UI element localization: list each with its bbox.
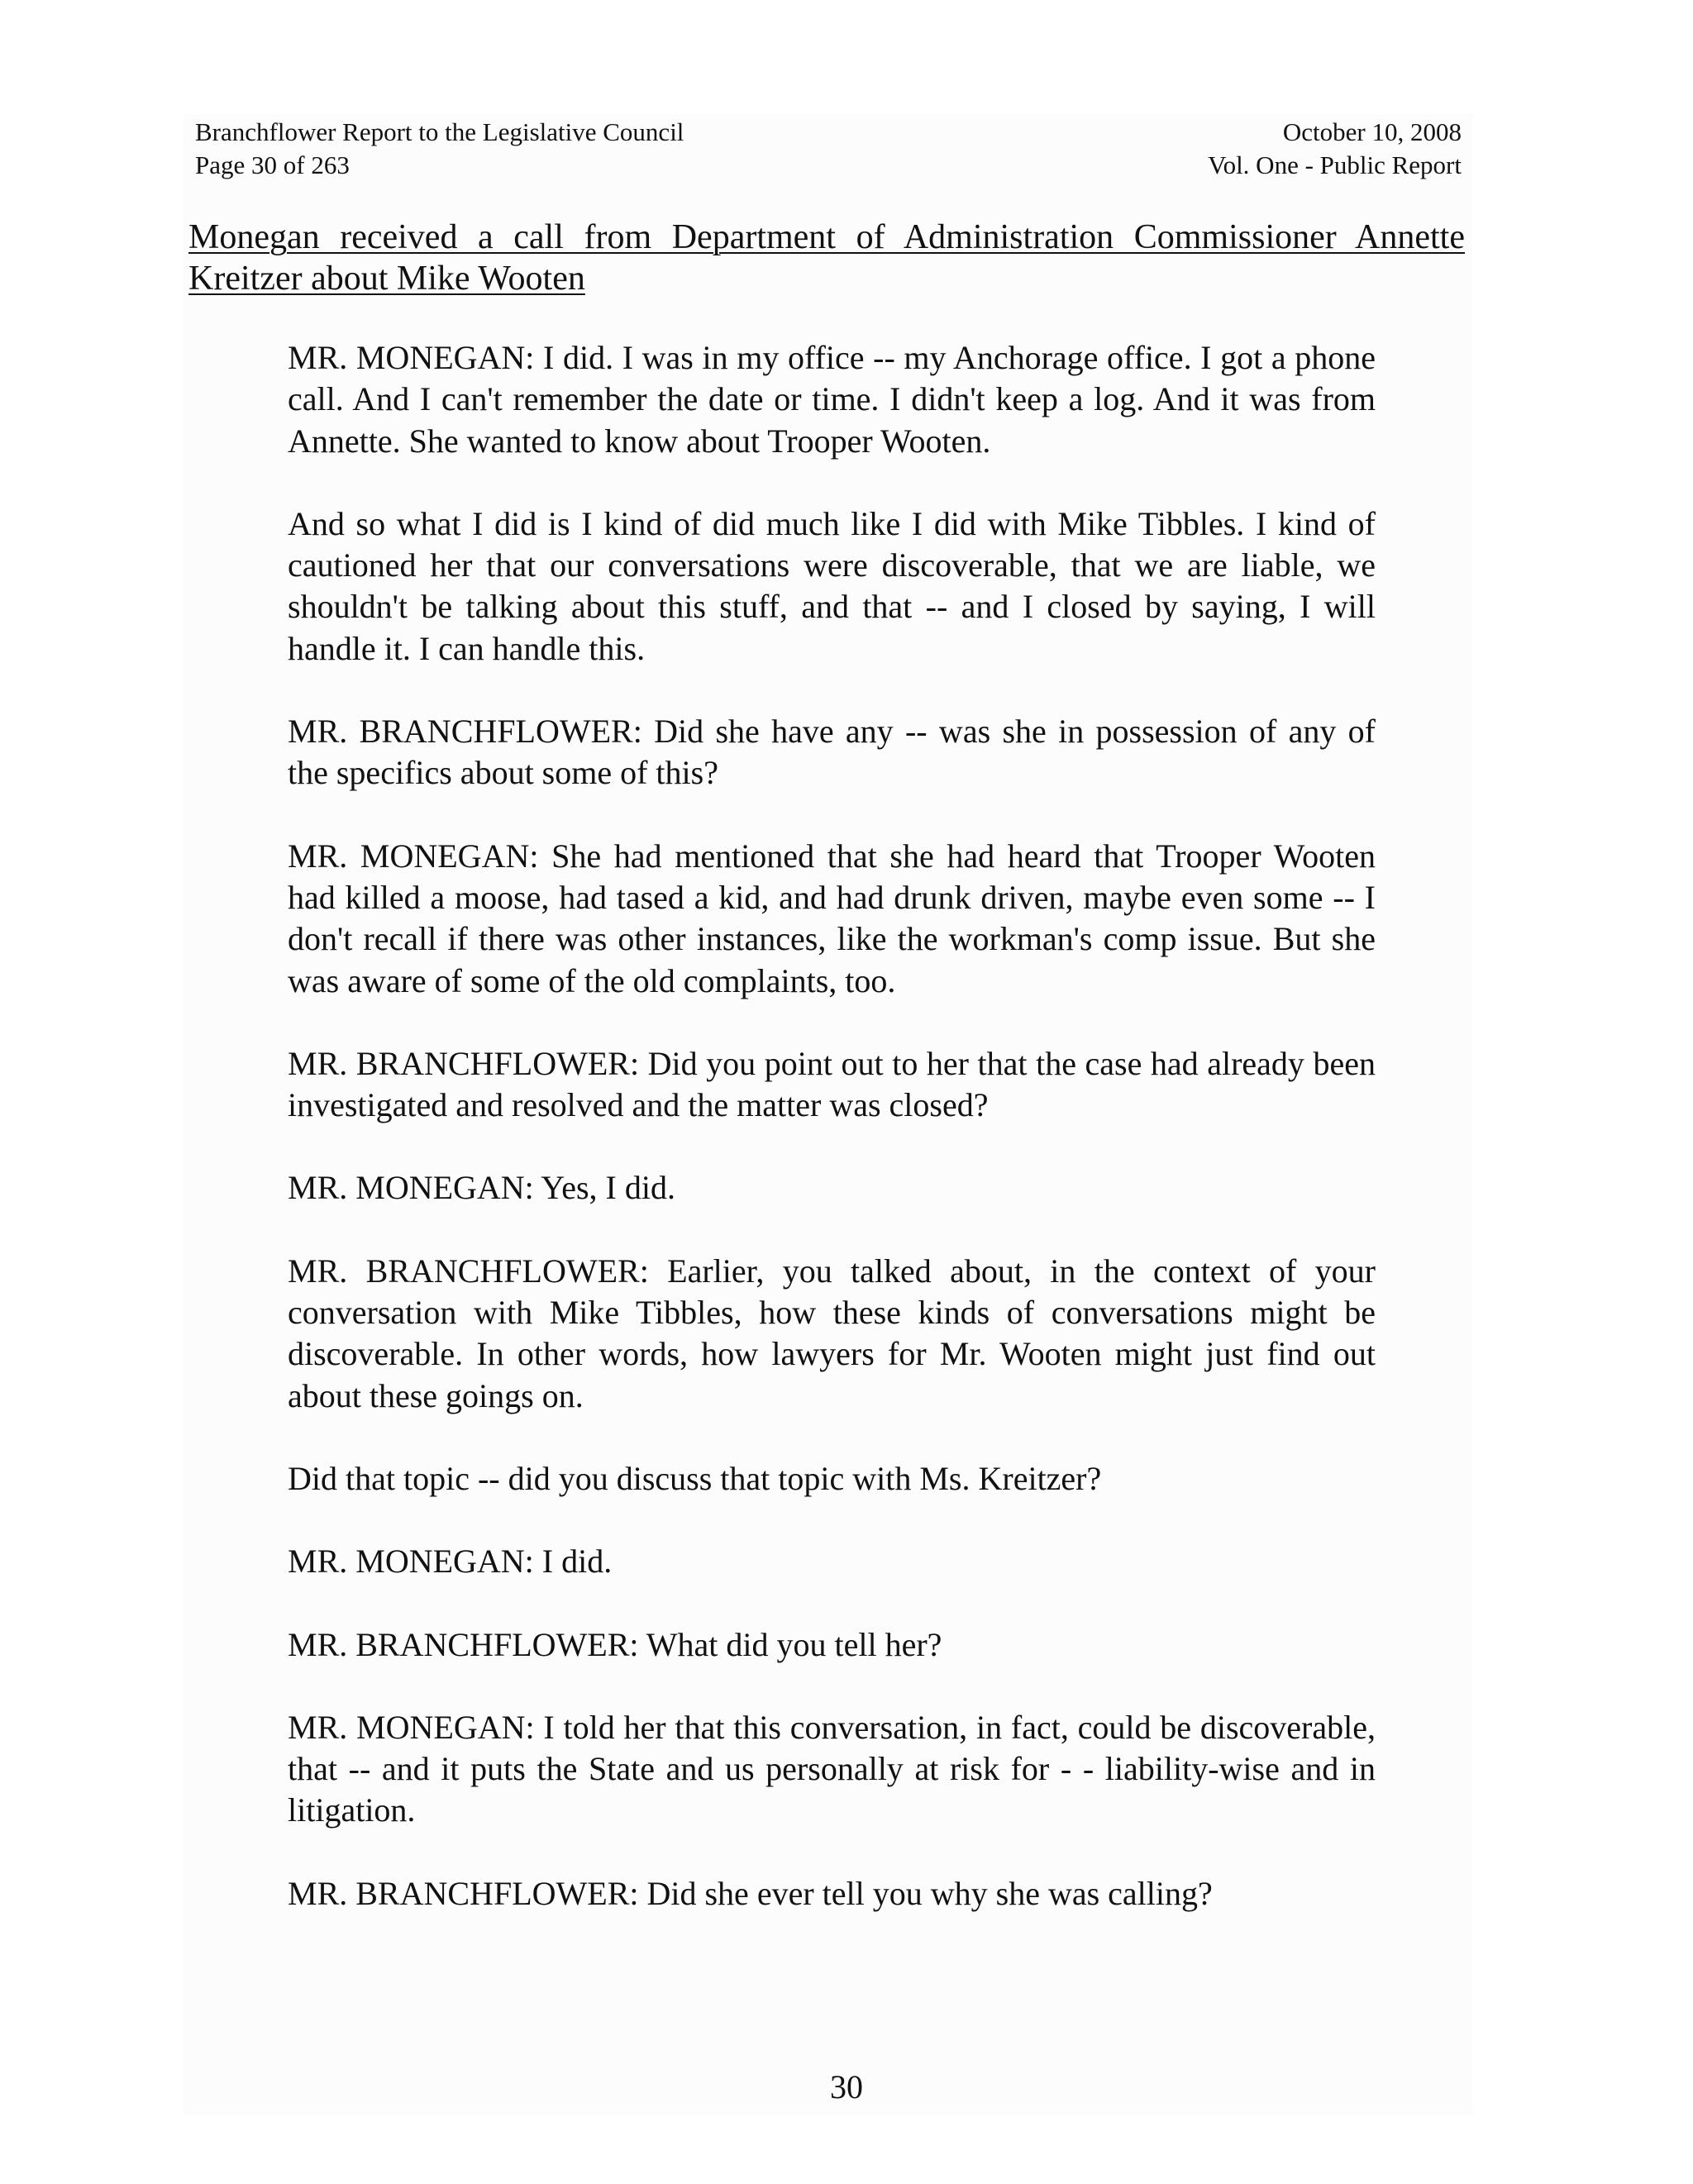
section-heading-text: Monegan received a call from Department of Administration Commissioner Annette Kreitzer about Mike Wooten [188,218,1465,298]
transcript-paragraph: MR. BRANCHFLOWER: Did she have any -- was she in possession of any of the specifics about some of this? [288,713,1376,792]
transcript-paragraph: MR. BRANCHFLOWER: Did you point out to her that the case had already been investigated and resolved and the matter was closed? [288,1044,1376,1124]
transcript-body [288,337,1376,1915]
page-number: 30 [830,2068,863,2105]
transcript-paragraph: And so what I did is I kind of did much like I did with Mike Tibbles. I kind of cautioned her that our conversations were discoverable, that we are liable, we shouldn't be talking about this stuff, and that -- and I closed by saying, I will handle it. I can handle this. [288,504,1376,667]
report-date: October 10, 2008 [1282,117,1462,146]
running-header-right [1157,116,1462,182]
transcript-paragraph: Did that topic -- did you discuss that topic with Ms. Kreitzer? [288,1459,1102,1497]
transcript-paragraph: MR. BRANCHFLOWER: Earlier, you talked about, in the context of your conversation with Mike Tibbles, how these kinds of conversations might be discoverable. In other words, how lawyers for Mr. Wooten might just find out about these goings on. [288,1252,1376,1414]
transcript-paragraph: MR. MONEGAN: I told her that this conversation, in fact, could be discoverable, that -- and it puts the State and us personally at risk for - - liability-wise and in litigation. [288,1708,1376,1829]
transcript-paragraph: MR. MONEGAN: She had mentioned that she had heard that Trooper Wooten had killed a moose, had tased a kid, and had drunk driven, maybe even some -- I don't recall if there was other instances, like the workman's comp issue. But she was aware of some of the old complaints, too. [288,837,1376,999]
report-volume: Vol. One - Public Report [1208,150,1462,179]
transcript-paragraph: MR. MONEGAN: I did. I was in my office -- my Anchorage office. I got a phone call. And I can't remember the date or time. I didn't keep a log. And it was from Annette. She wanted to know about Trooper Wooten. [288,339,1376,460]
transcript-paragraph: MR. BRANCHFLOWER: Did she ever tell you why she was calling? [288,1874,1213,1912]
section-heading [188,217,1465,299]
transcript-paragraph: MR. MONEGAN: Yes, I did. [288,1169,675,1207]
transcript-paragraph: MR. BRANCHFLOWER: What did you tell her? [288,1625,942,1663]
report-title: Branchflower Report to the Legislative Council [195,117,684,146]
page-count: Page 30 of 263 [195,150,350,179]
running-header-left [195,116,684,182]
transcript-paragraph: MR. MONEGAN: I did. [288,1543,613,1581]
